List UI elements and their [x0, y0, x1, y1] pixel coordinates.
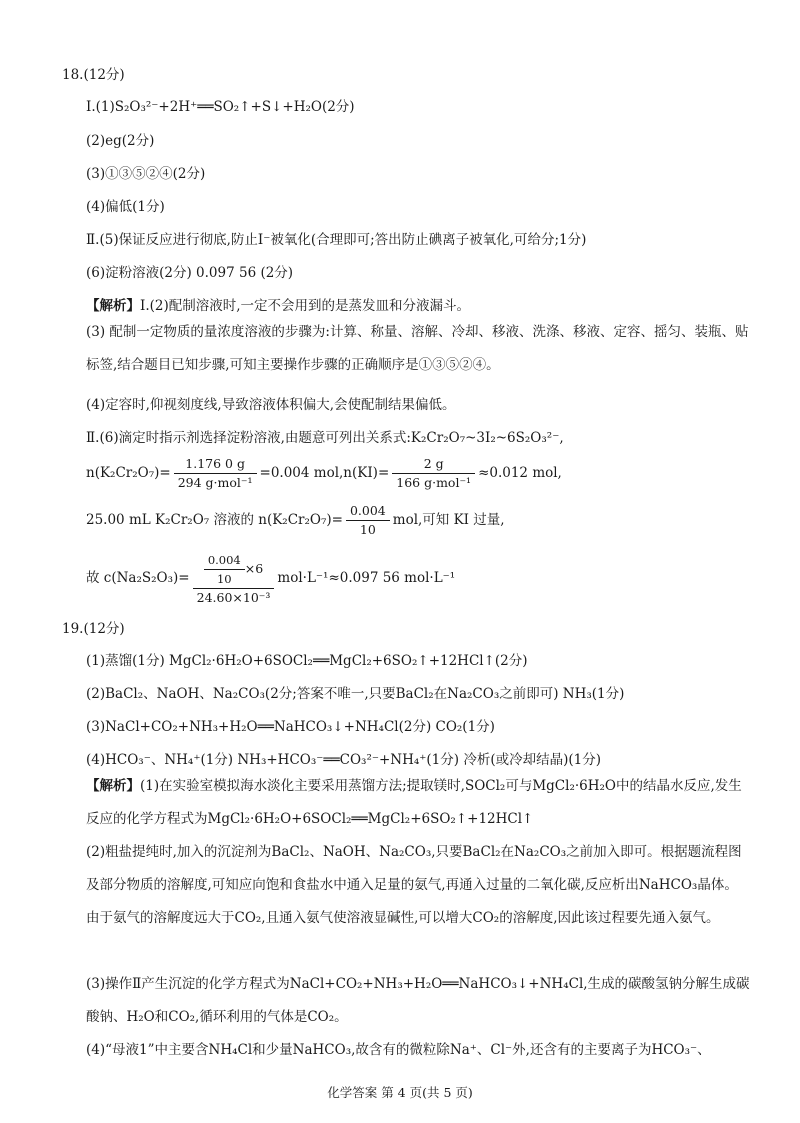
- q19-answer-3: (3)NaCl+CO₂+NH₃+H₂O══NaHCO₃↓+NH₄Cl(2分) CO₂(1分): [86, 719, 495, 735]
- fraction-denominator: 166 g·mol⁻¹: [396, 475, 472, 490]
- fraction-numerator: 1.176 0 g: [174, 456, 257, 474]
- fraction-numerator: [193, 552, 275, 589]
- q19-heading: 19.(12分): [62, 621, 125, 637]
- q18-formula-3: [86, 548, 455, 608]
- fraction-denominator: 294 g·mol⁻¹: [177, 475, 253, 490]
- q18-formula-2: [86, 502, 505, 538]
- formula-text: ≈0.012 mol,: [478, 465, 562, 481]
- q18-answer-2: (2)eg(2分): [86, 133, 155, 149]
- inner-fraction: [204, 552, 245, 587]
- analysis-tag: 【解析】: [86, 778, 140, 794]
- analysis-text: Ⅰ.(2)配制溶液时,一定不会用到的是蒸发皿和分液漏斗。: [140, 298, 471, 314]
- q18-answer-4: (4)偏低(1分): [86, 199, 165, 215]
- q19-analysis-3: (3)操作Ⅱ产生沉淀的化学方程式为NaCl+CO₂+NH₃+H₂O══NaHCO₃↓+NH₄Cl,生成的碳酸氢钠分解生成碳酸钠、H₂O和CO₂,循环利用的气体是CO₂。: [86, 976, 750, 1025]
- fraction-numerator: 0.004: [346, 503, 390, 521]
- fraction: [346, 503, 390, 538]
- analysis-text: (1)在实验室模拟海水淡化主要采用蒸馏方法;提取镁时,SOCl₂可与MgCl₂·6H₂O中的结晶水反应,发生反应的化学方程式为MgCl₂·6H₂O+6SOCl₂══MgCl₂+6SO₂↑+12HCl↑: [86, 778, 742, 827]
- formula-text: mol,可知 KI 过量,: [392, 512, 505, 528]
- page-footer: 化学答案 第 4 页(共 5 页): [327, 1085, 473, 1100]
- multiplier: ×6: [244, 560, 264, 576]
- fraction: [174, 456, 257, 491]
- q18-analysis-4: Ⅱ.(6)滴定时指示剂选择淀粉溶液,由题意可列出关系式:K₂Cr₂O₇~3I₂~6S₂O₃²⁻,: [86, 430, 564, 446]
- q19-analysis-1: [86, 770, 750, 836]
- fraction-denominator: 24.60×10⁻³: [196, 589, 271, 605]
- q18-answer-3: (3)①③⑤②④(2分): [86, 166, 206, 182]
- q18-heading: 18.(12分): [62, 67, 125, 83]
- fraction-denominator: 10: [359, 522, 376, 537]
- q19-answer-2: (2)BaCl₂、NaOH、Na₂CO₃(2分;答案不唯一,只要BaCl₂在Na₂CO₃之前即可) NH₃(1分): [86, 686, 625, 702]
- q19-analysis-2: (2)粗盐提纯时,加入的沉淀剂为BaCl₂、NaOH、Na₂CO₃,只要BaCl₂在Na₂CO₃之前加入即可。根据题流程图及部分物质的溶解度,可知应向饱和食盐水中通入足量的氨气,再通入过量的二氧化碳,反应析出NaHCO₃晶体。由于氨气的溶解度远大于CO₂,且通入氨气使溶液显碱性,可以增大CO₂的溶解度,因此该过程要先通入氨气。: [86, 844, 742, 926]
- q19-analysis-4: (4)“母液1”中主要含NH₄Cl和少量NaHCO₃,故含有的微粒除Na⁺、Cl⁻外,还含有的主要离子为HCO₃⁻、: [86, 1042, 711, 1058]
- q18-answer-1: Ⅰ.(1)S₂O₃²⁻+2H⁺══SO₂↑+S↓+H₂O(2分): [86, 99, 355, 115]
- compound-fraction: [193, 552, 275, 606]
- q19-answer-1: (1)蒸馏(1分) MgCl₂·6H₂O+6SOCl₂══MgCl₂+6SO₂↑+12HCl↑(2分): [86, 653, 528, 669]
- formula-text: mol·L⁻¹≈0.097 56 mol·L⁻¹: [277, 570, 456, 586]
- formula-text: 25.00 mL K₂Cr₂O₇ 溶液的 n(K₂Cr₂O₇)=: [86, 512, 343, 528]
- inner-numerator: 0.004: [204, 552, 245, 570]
- q19-answer-4: (4)HCO₃⁻、NH₄⁺(1分) NH₃+HCO₃⁻══CO₃²⁻+NH₄⁺(1分) 冷析(或冷却结晶)(1分): [86, 752, 601, 768]
- fraction-numerator: 2 g: [392, 456, 475, 474]
- analysis-tag: 【解析】: [86, 298, 140, 314]
- q18-answer-5: Ⅱ.(5)保证反应进行彻底,防止I⁻被氧化(合理即可;答出防止碘离子被氧化,可给分;1分): [86, 232, 587, 248]
- q18-answer-6: (6)淀粉溶液(2分) 0.097 56 (2分): [86, 265, 294, 281]
- inner-denominator: 10: [216, 571, 232, 586]
- q18-analysis-2: (3) 配制一定物质的量浓度溶液的步骤为:计算、称量、溶解、冷却、移液、洗涤、移液、定容、摇匀、装瓶、贴标签,结合题目已知步骤,可知主要操作步骤的正确顺序是①③⑤②④。: [86, 324, 749, 373]
- fraction: [392, 456, 475, 491]
- q18-formula-1: [86, 455, 562, 491]
- q18-analysis-1: [86, 297, 470, 315]
- formula-text: =0.004 mol,n(KI)=: [259, 465, 390, 481]
- q18-analysis-3: (4)定容时,仰视刻度线,导致溶液体积偏大,会使配制结果偏低。: [86, 397, 456, 413]
- formula-text: 故 c(Na₂S₂O₃)=: [86, 570, 190, 586]
- formula-text: n(K₂Cr₂O₇)=: [86, 465, 171, 481]
